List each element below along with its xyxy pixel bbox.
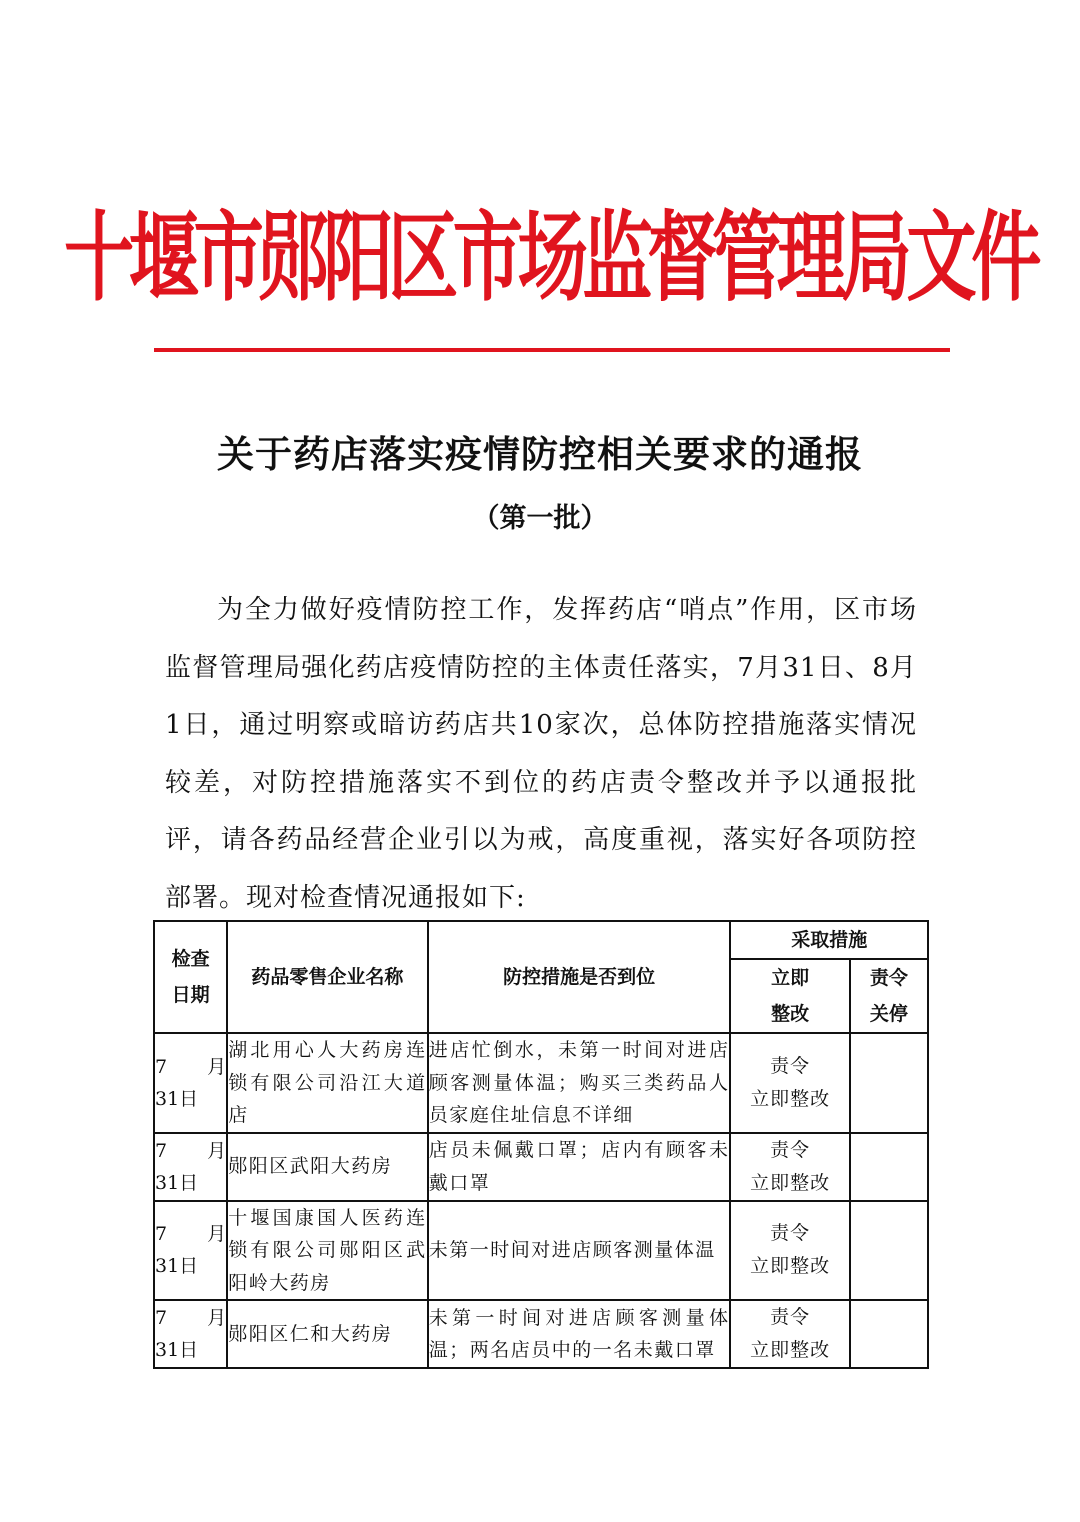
row-close bbox=[850, 1300, 928, 1368]
header-order-close bbox=[850, 959, 928, 1033]
row-action bbox=[730, 1300, 849, 1368]
action-line1: 责令 bbox=[770, 1138, 811, 1161]
date-month: 7 bbox=[155, 1055, 168, 1078]
row-date bbox=[154, 1300, 227, 1368]
row-close bbox=[850, 1201, 928, 1301]
action-line1: 责令 bbox=[770, 1222, 811, 1245]
date-month: 7 bbox=[155, 1139, 168, 1162]
date-day: 31日 bbox=[155, 1339, 199, 1361]
row-date bbox=[154, 1201, 227, 1301]
date-unit: 月 bbox=[207, 1055, 227, 1078]
header-close-line1: 责令 bbox=[869, 967, 908, 989]
date-unit: 月 bbox=[207, 1307, 227, 1329]
row-action bbox=[730, 1033, 849, 1133]
header-date-line2: 日期 bbox=[171, 984, 210, 1006]
row-date bbox=[154, 1133, 227, 1201]
row-enterprise-name: 郧阳区仁和大药房 bbox=[227, 1300, 428, 1368]
document-title: 关于药店落实疫情防控相关要求的通报 bbox=[217, 432, 863, 476]
row-enterprise-name: 十堰国康国人医药连锁有限公司郧阳区武阳岭大药房 bbox=[227, 1201, 428, 1301]
header-immediate-fix bbox=[730, 959, 849, 1033]
red-divider bbox=[154, 348, 950, 352]
row-measures-status: 未第一时间对进店顾客测量体温；两名店员中的一名未戴口罩 bbox=[428, 1300, 731, 1368]
row-measures-status: 未第一时间对进店顾客测量体温 bbox=[428, 1201, 731, 1301]
row-action bbox=[730, 1133, 849, 1201]
date-month: 7 bbox=[155, 1307, 168, 1329]
document-subtitle: （第一批） bbox=[472, 503, 608, 534]
header-measures-in-place: 防控措施是否到位 bbox=[428, 921, 731, 1033]
date-month: 7 bbox=[155, 1223, 168, 1246]
masthead: 十堰市郧阳区市场监督管理局文件 bbox=[64, 202, 1037, 315]
header-measures-taken: 采取措施 bbox=[730, 921, 928, 959]
header-fix-line1: 立即 bbox=[771, 967, 810, 989]
date-unit: 月 bbox=[207, 1139, 227, 1162]
row-action bbox=[730, 1201, 849, 1301]
inspection-table bbox=[153, 920, 929, 1369]
table-row bbox=[154, 1201, 928, 1301]
header-enterprise-name: 药品零售企业名称 bbox=[227, 921, 428, 1033]
row-close bbox=[850, 1033, 928, 1133]
table-row bbox=[154, 1133, 928, 1201]
body-paragraph: 为全力做好疫情防控工作，发挥药店“哨点”作用，区市场监督管理局强化药店疫情防控的主体责任落实，7月31日、8月1日，通过明察或暗访药店共10家次，总体防控措施落实情况较差，对防控措施落实不到位的药店责令整改并予以通报批评，请各药品经营企业引以为戒，高度重视，落实好各项防控部署。现对检查情况通报如下: bbox=[165, 595, 917, 913]
row-date bbox=[154, 1033, 227, 1133]
action-line2: 立即整改 bbox=[750, 1171, 831, 1194]
date-day: 31日 bbox=[155, 1255, 199, 1278]
date-day: 31日 bbox=[155, 1171, 199, 1194]
action-line2: 立即整改 bbox=[750, 1087, 831, 1110]
header-close-line2: 关停 bbox=[869, 1003, 908, 1025]
row-measures-status: 进店忙倒水，未第一时间对进店顾客测量体温；购买三类药品人员家庭住址信息不详细 bbox=[428, 1033, 731, 1133]
header-date-line1: 检查 bbox=[171, 948, 210, 970]
table-row bbox=[154, 1033, 928, 1133]
date-unit: 月 bbox=[207, 1223, 227, 1246]
action-line2: 立即整改 bbox=[750, 1255, 831, 1278]
row-enterprise-name: 郧阳区武阳大药房 bbox=[227, 1133, 428, 1201]
header-date bbox=[154, 921, 227, 1033]
row-enterprise-name: 湖北用心人大药房连锁有限公司沿江大道店 bbox=[227, 1033, 428, 1133]
row-measures-status: 店员未佩戴口罩；店内有顾客未戴口罩 bbox=[428, 1133, 731, 1201]
row-close bbox=[850, 1133, 928, 1201]
action-line1: 责令 bbox=[770, 1306, 811, 1328]
header-fix-line2: 整改 bbox=[771, 1003, 810, 1025]
date-day: 31日 bbox=[155, 1087, 199, 1110]
table-row bbox=[154, 1300, 928, 1368]
action-line1: 责令 bbox=[770, 1054, 811, 1077]
action-line2: 立即整改 bbox=[750, 1339, 831, 1361]
